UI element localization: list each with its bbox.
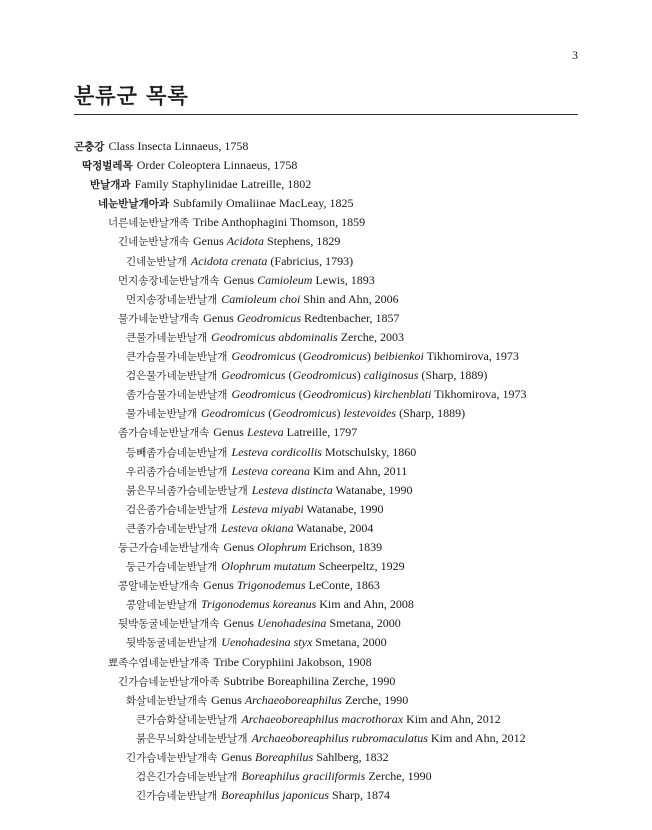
scientific-name [213, 425, 357, 439]
name-part: ) [336, 406, 344, 421]
name-part: Lewis, 1893 [312, 272, 375, 287]
taxon-entry [74, 385, 594, 404]
name-part: ) [356, 368, 364, 383]
italic-name-part: Geodromicus [236, 310, 302, 325]
name-part: ( [295, 349, 303, 364]
scientific-name [211, 693, 408, 707]
name-part: Genus [193, 234, 227, 249]
name-part: Tribe Coryphiini Jakobson, 1908 [213, 654, 372, 669]
italic-name-part: Geodromicus [272, 406, 337, 421]
korean-name: 콩알네눈반날개속 [118, 580, 200, 593]
name-part: Redtenbacher, 1857 [301, 310, 400, 325]
italic-name-part: Geodromicus [231, 349, 296, 364]
taxon-entry [74, 576, 594, 595]
taxon-entry [74, 557, 594, 576]
italic-name-part: caliginosus [363, 368, 419, 383]
korean-name: 검은물가네눈반날개 [126, 370, 218, 383]
name-part: Class Insecta Linnaeus, 1758 [108, 139, 249, 153]
italic-name-part: Acidota crenata [190, 253, 268, 268]
name-part: Kim and Ahn, 2008 [316, 597, 414, 612]
taxon-entry [74, 137, 594, 156]
italic-name-part: Geodromicus [302, 349, 367, 364]
name-part: Genus [223, 616, 258, 631]
scientific-name [221, 368, 487, 382]
korean-name: 곤충강 [74, 141, 105, 153]
italic-name-part: Archaeoboreaphilus rubromaculatus [251, 730, 428, 745]
taxon-entry [74, 423, 594, 442]
scientific-name [213, 655, 371, 669]
taxon-entry [74, 500, 594, 519]
korean-name: 콩알네눈반날개 [126, 599, 198, 612]
korean-name: 너른네눈반날개족 [108, 217, 190, 230]
italic-name-part: Boreaphilus japonicus [221, 788, 330, 803]
taxon-entry [74, 290, 594, 309]
scientific-name [201, 406, 465, 420]
scientific-name [241, 712, 500, 726]
page-title: 분류군 목록 [74, 80, 578, 115]
italic-name-part: Geodromicus [201, 406, 266, 421]
taxon-entry [74, 347, 594, 366]
korean-name: 큰물가네눈반날개 [126, 331, 208, 344]
taxon-entry [74, 252, 594, 271]
korean-name: 붉은무늬화살네눈반날개 [136, 732, 248, 745]
italic-name-part: Lesteva coreana [231, 463, 310, 478]
scientific-name [201, 597, 414, 611]
korean-name: 물가네눈반날개속 [118, 312, 200, 325]
italic-name-part: Geodromicus [292, 368, 357, 383]
korean-name: 먼지송장네눈반날개속 [118, 274, 220, 287]
italic-name-part: Uenohadesina [257, 616, 327, 631]
taxon-entry [74, 614, 594, 633]
taxon-entry [74, 595, 594, 614]
name-part: Latreille, 1797 [283, 425, 358, 440]
scientific-name [223, 674, 395, 688]
name-part: ( [285, 368, 293, 383]
taxon-entry [74, 271, 594, 290]
taxon-entry [74, 462, 594, 481]
korean-name: 검은긴가슴네눈반날개 [136, 771, 238, 784]
italic-name-part: Lesteva [246, 425, 284, 440]
italic-name-part: lestevoides [343, 406, 397, 421]
name-part: Family Staphylinidae Latreille, 1802 [134, 177, 312, 192]
korean-name: 긴가슴네눈반날개속 [126, 752, 218, 764]
name-part: ) [366, 387, 374, 402]
name-part: Zerche, 1990 [365, 769, 432, 784]
name-part: LeConte, 1863 [305, 578, 380, 593]
korean-name: 긴가슴네눈반날개 [136, 790, 218, 803]
korean-name: 먼지송장네눈반날개 [126, 293, 218, 306]
italic-name-part: Geodromicus [221, 368, 286, 383]
name-part: Stephens, 1829 [264, 234, 341, 249]
name-part: Sahlberg, 1832 [313, 750, 389, 764]
name-part: Erichson, 1839 [306, 539, 383, 554]
scientific-name [221, 788, 390, 802]
italic-name-part: Geodromicus abdominalis [211, 329, 338, 344]
scientific-name [223, 273, 374, 287]
korean-name: 물가네눈반날개 [126, 408, 198, 421]
name-part: Kim and Ahn, 2012 [403, 711, 501, 726]
name-part: Watanabe, 1990 [332, 482, 413, 497]
name-part: Subfamily Omaliinae MacLeay, 1825 [173, 196, 354, 211]
italic-name-part: Trigonodemus koreanus [201, 597, 317, 612]
scientific-name [231, 464, 407, 478]
italic-name-part: Boreaphilus graciliformis [241, 769, 366, 784]
taxon-entry [74, 710, 594, 729]
italic-name-part: Uenohadesina styx [221, 635, 313, 650]
scientific-name [231, 502, 383, 516]
korean-name: 둥근가슴네눈반날개속 [118, 541, 220, 554]
scientific-name [221, 750, 388, 764]
name-part: Tikhomirova, 1973 [423, 349, 519, 364]
name-part: ) [366, 349, 374, 364]
scientific-name [241, 769, 431, 783]
taxon-entry [74, 443, 594, 462]
name-part: Watanabe, 1990 [303, 501, 384, 516]
scientific-name [223, 616, 400, 630]
korean-name: 등빼좀가슴네눈반날개 [126, 446, 228, 459]
italic-name-part: Archaeoboreaphilus [244, 692, 342, 707]
taxon-entry [74, 519, 594, 538]
name-part: Smetana, 2000 [326, 616, 401, 631]
scientific-name [231, 387, 526, 401]
korean-name: 검은좀가슴네눈반날개 [126, 503, 228, 516]
taxon-entry [74, 175, 594, 194]
korean-name: 붉은무늬좀가슴네눈반날개 [126, 484, 248, 497]
name-part: Smetana, 2000 [312, 635, 387, 650]
korean-name: 화살네눈반날개속 [126, 694, 208, 707]
taxon-entry [74, 538, 594, 557]
taxon-entry [74, 481, 594, 500]
scientific-name [203, 311, 399, 325]
scientific-name [137, 158, 298, 172]
name-part: ( [295, 387, 303, 402]
taxon-entry [74, 767, 594, 786]
italic-name-part: Archaeoboreaphilus macrothorax [241, 711, 404, 726]
italic-name-part: Lesteva cordicollis [231, 444, 322, 459]
korean-name: 큰좀가슴네눈반날개 [126, 522, 218, 535]
taxon-entry [74, 729, 594, 748]
taxon-entry [74, 691, 594, 710]
taxon-entry [74, 309, 594, 328]
korean-name: 딱정벌레목 [82, 160, 133, 173]
name-part: Zerche, 1990 [341, 692, 409, 707]
name-part: Kim and Ahn, 2011 [309, 463, 408, 478]
name-part: Kim and Ahn, 2012 [427, 730, 526, 745]
taxon-entry [74, 232, 594, 251]
korean-name: 긴네눈반날개속 [118, 236, 190, 249]
italic-name-part: Camioleum [257, 272, 313, 287]
scientific-name [231, 349, 518, 363]
scientific-name [252, 731, 526, 745]
taxon-entry [74, 366, 594, 385]
italic-name-part: Olophrum [257, 539, 307, 554]
korean-name: 네눈반날개아과 [98, 198, 170, 211]
korean-name: 우리좀가슴네눈반날개 [126, 465, 228, 478]
korean-name: 반날개과 [90, 179, 131, 192]
korean-name: 큰가슴물가네눈반날개 [126, 351, 228, 364]
korean-name: 둥근가슴네눈반날개 [126, 561, 218, 574]
name-part: Genus [203, 310, 237, 325]
name-part: Genus [211, 692, 245, 707]
italic-name-part: Boreaphilus [254, 750, 314, 764]
italic-name-part: Acidota [226, 234, 265, 249]
scientific-name [231, 445, 416, 459]
italic-name-part: Lesteva okiana [221, 520, 294, 535]
korean-name: 좀가슴네눈반날개속 [118, 427, 210, 440]
scientific-name [252, 483, 413, 497]
scientific-name [193, 234, 340, 248]
korean-name: 뒷박동굴네눈반날개속 [118, 618, 220, 631]
italic-name-part: Trigonodemus [236, 578, 306, 593]
scientific-name [203, 578, 380, 592]
italic-name-part: Geodromicus [231, 387, 296, 402]
name-part: Shin and Ahn, 2006 [300, 291, 399, 306]
korean-name: 좀가슴물가네눈반날개 [126, 389, 228, 402]
name-part: ( [265, 406, 273, 421]
taxon-entry [74, 672, 594, 691]
scientific-name [221, 559, 404, 573]
name-part: Order Coleoptera Linnaeus, 1758 [136, 158, 298, 173]
name-part: Genus [223, 539, 258, 554]
korean-name: 큰가슴화살네눈반날개 [136, 713, 238, 726]
taxon-entry [74, 653, 594, 672]
scientific-name [108, 139, 248, 153]
name-part: Tribe Anthophagini Thomson, 1859 [193, 215, 366, 230]
name-part: Zerche, 2003 [337, 329, 405, 344]
name-part: (Fabricius, 1793) [267, 253, 354, 268]
name-part: (Sharp, 1889) [396, 406, 466, 421]
taxon-entry [74, 633, 594, 652]
name-part: Genus [223, 272, 258, 287]
taxon-entry [74, 328, 594, 347]
name-part: Genus [213, 425, 247, 440]
scientific-name [223, 540, 382, 554]
name-part: Watanabe, 2004 [293, 520, 374, 535]
italic-name-part: Lesteva miyabi [231, 501, 304, 516]
scientific-name [193, 215, 365, 229]
korean-name: 긴네눈반날개 [126, 255, 187, 268]
name-part: Genus [203, 578, 237, 593]
name-part: Genus [221, 750, 255, 764]
korean-name: 뒷박동굴네눈반날개 [126, 637, 218, 650]
italic-name-part: Camioleum choi [221, 291, 301, 306]
taxon-entry [74, 404, 594, 423]
name-part: Sharp, 1874 [329, 788, 391, 803]
name-part: Subtribe Boreaphilina Zerche, 1990 [223, 673, 396, 688]
italic-name-part: Geodromicus [302, 387, 367, 402]
italic-name-part: kirchenblati [373, 387, 432, 402]
scientific-name [191, 254, 353, 268]
taxon-entry [74, 213, 594, 232]
name-part: Tikhomirova, 1973 [431, 387, 527, 402]
italic-name-part: beibienkoi [373, 349, 424, 364]
taxon-entry [74, 194, 594, 213]
scientific-name [221, 635, 386, 649]
taxon-list [74, 137, 594, 805]
scientific-name [173, 196, 354, 210]
italic-name-part: Lesteva distincta [251, 482, 333, 497]
page-number: 3 [572, 48, 578, 62]
scientific-name [135, 177, 312, 191]
name-part: Scheerpeltz, 1929 [315, 559, 405, 574]
name-part: (Sharp, 1889) [418, 368, 488, 383]
name-part: Motschulsky, 1860 [321, 444, 417, 459]
italic-name-part: Olophrum mutatum [221, 559, 316, 574]
korean-name: 뾰족수염네눈반날개족 [108, 656, 210, 669]
taxon-entry [74, 786, 594, 805]
taxon-entry [74, 748, 594, 767]
scientific-name [211, 330, 404, 344]
taxon-entry [74, 156, 594, 175]
korean-name: 긴가슴네눈반날개아족 [118, 675, 220, 688]
scientific-name [221, 521, 373, 535]
scientific-name [221, 292, 398, 306]
